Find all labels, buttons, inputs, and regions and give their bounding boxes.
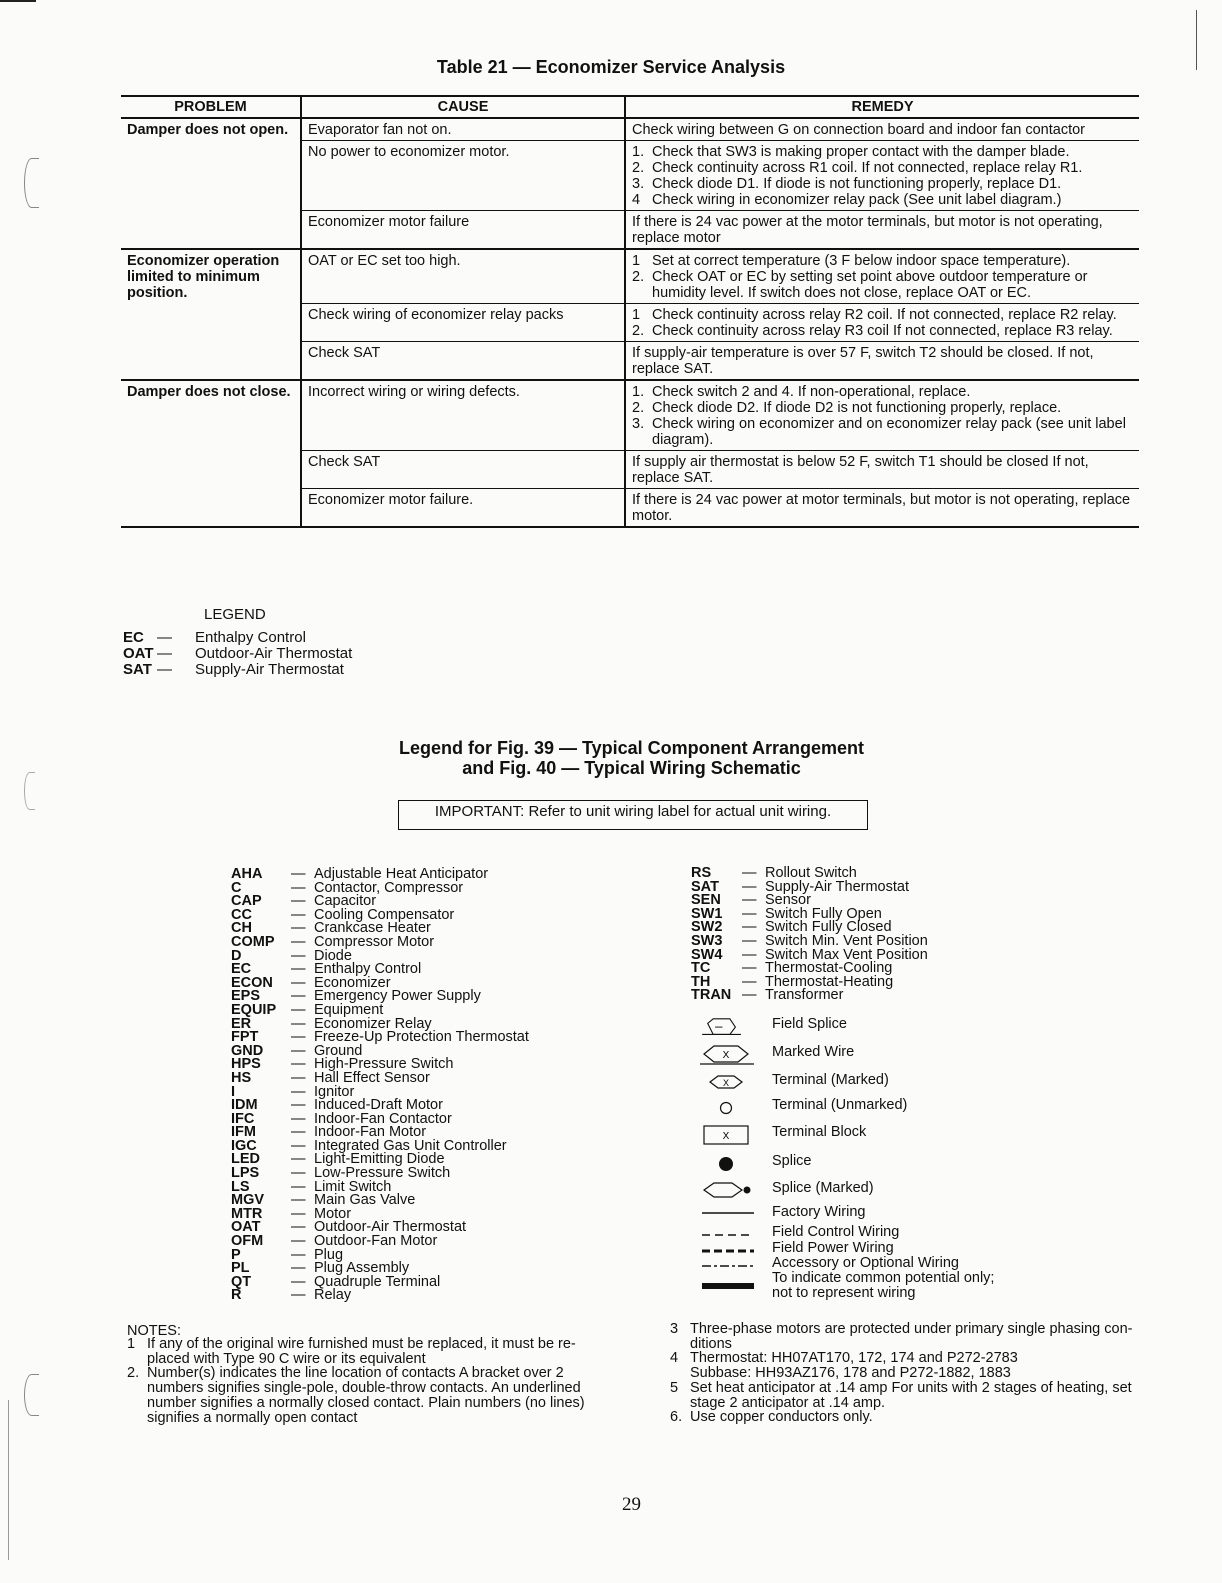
header-cause: CAUSE	[301, 96, 625, 118]
legend-entry: IDM — Induced-Draft Motor	[231, 1097, 443, 1114]
abbreviation-list-left	[231, 868, 529, 1303]
terminal-block-icon	[700, 1124, 756, 1148]
cause-cell: Economizer motor failure.	[301, 489, 625, 528]
table-legend-title: LEGEND	[204, 606, 266, 623]
legend-entry: I — Ignitor	[231, 1083, 355, 1100]
note-item: 1 If any of the original wire furnished must be replaced, it must be re- placed with Type 90 C wire or its equivalent	[127, 1336, 576, 1367]
table-body	[121, 118, 1139, 527]
legend-entry: R — Relay	[231, 1287, 352, 1304]
remedy-cell	[625, 304, 1139, 342]
legend-entry: RS — Rollout Switch	[691, 865, 857, 881]
legend-entry: LED — Light-Emitting Diode	[231, 1151, 445, 1168]
header-problem: PROBLEM	[121, 96, 301, 118]
problem-cell: Damper does not open.	[121, 118, 301, 249]
remedy-step: 2. Check continuity across R1 coil. If not connected, replace relay R1.	[632, 160, 1083, 176]
legend-entry: CH — Crankcase Heater	[231, 920, 431, 937]
remedy-step: 2. Check OAT or EC by setting set point above outdoor temperature or humidity level. If switch does not close, replace OAT or EC.	[632, 269, 1088, 301]
remedy-step: 1 Check continuity across relay R2 coil. If not connected, replace R2 relay.	[632, 307, 1117, 323]
table-row	[121, 380, 1139, 451]
problem-cell: Economizer operation limited to minimum position.	[121, 249, 301, 380]
legend-entry: SW3 — Switch Min. Vent Position	[691, 932, 928, 949]
binder-hole-mark	[24, 158, 39, 208]
legend-entry: D — Diode	[231, 947, 352, 964]
remedy-step: 2. Check diode D2. If diode D2 is not functioning properly, replace.	[632, 400, 1062, 416]
svg-text:X: X	[722, 1050, 730, 1061]
binder-hole-mark	[24, 1374, 39, 1416]
legend-entry: IFM — Indoor-Fan Motor	[231, 1124, 427, 1141]
remedy-cell: If supply air thermostat is below 52 F, switch T1 should be closed If not, replace SAT.	[625, 451, 1139, 489]
important-notice: IMPORTANT: Refer to unit wiring label for actual unit wiring.	[398, 800, 868, 830]
remedy-step: 2. Check continuity across relay R3 coil If not connected, replace R3 relay.	[632, 323, 1113, 339]
legend-entry: LPS — Low-Pressure Switch	[231, 1165, 451, 1182]
legend-entry: LS — Limit Switch	[231, 1178, 392, 1195]
splice-icon	[700, 1153, 756, 1177]
header-rule	[0, 0, 36, 2]
table-row	[121, 249, 1139, 304]
table-header-row	[121, 96, 1139, 118]
svg-text:X: X	[722, 1078, 730, 1088]
legend-entry: SW1 — Switch Fully Open	[691, 905, 882, 922]
cause-cell: Incorrect wiring or wiring defects.	[301, 380, 625, 451]
abbreviation-list-right	[691, 867, 928, 1003]
cause-cell: Check SAT	[301, 451, 625, 489]
remedy-step: 3. Check diode D1. If diode is not functioning properly, replace D1.	[632, 176, 1062, 192]
remedy-cell	[625, 141, 1139, 211]
table-legend-item: EC — Enthalpy Control	[123, 629, 306, 646]
legend-entry: HS — Hall Effect Sensor	[231, 1069, 430, 1086]
cause-cell: Economizer motor failure	[301, 211, 625, 250]
page-number: 29	[622, 1494, 641, 1515]
legend-entry: IFC — Indoor-Fan Contactor	[231, 1110, 452, 1127]
terminal-marked-icon	[700, 1072, 756, 1096]
legend-entry: OAT — Outdoor-Air Thermostat	[231, 1219, 467, 1236]
header-remedy: REMEDY	[625, 96, 1139, 118]
remedy-cell: Check wiring between G on connection board and indoor fan contactor	[625, 118, 1139, 141]
common-potential-line1: To indicate common potential only;	[772, 1270, 995, 1286]
cause-cell: No power to economizer motor.	[301, 141, 625, 211]
remedy-step: 3. Check wiring on economizer and on economizer relay pack (see unit label diagram).	[632, 416, 1126, 448]
scan-edge-mark	[8, 1400, 9, 1560]
field-splice-icon	[700, 1016, 756, 1040]
table-title: Table 21 — Economizer Service Analysis	[436, 57, 786, 77]
note-item: 2. Number(s) indicates the line location of contacts A bracket over 2 numbers signifies single-pole, double-throw contacts. An underlined number signifies a normally closed contact. Plain numbers (no lines) signifies a normally open contact	[127, 1365, 585, 1426]
legend-entry: TRAN — Transformer	[691, 987, 844, 1004]
remedy-step: 4 Check wiring in economizer relay pack (See unit label diagram.)	[632, 192, 1062, 208]
remedy-step: 1 Set at correct temperature (3 F below indoor space temperature).	[632, 253, 1071, 269]
legend-entry: IGC — Integrated Gas Unit Controller	[231, 1137, 507, 1154]
common-potential-icon	[700, 1275, 756, 1299]
legend-entry: SEN — Sensor	[691, 892, 811, 909]
legend-entry: HPS — High-Pressure Switch	[231, 1056, 454, 1073]
legend-entry: CC — Cooling Compensator	[231, 906, 455, 923]
legend-entry: AHA — Adjustable Heat Anticipator	[231, 866, 489, 882]
legend-entry: P — Plug	[231, 1246, 344, 1263]
legend-entry: CAP — Capacitor	[231, 893, 377, 910]
remedy-cell	[625, 380, 1139, 451]
problem-cell: Damper does not close.	[121, 380, 301, 527]
cause-cell: Evaporator fan not on.	[301, 118, 625, 141]
table-legend-item: SAT — Supply-Air Thermostat	[123, 661, 344, 678]
note-item: 6. Use copper conductors only.	[670, 1409, 873, 1425]
legend-entry: QT — Quadruple Terminal	[231, 1273, 441, 1290]
legend-entry: COMP — Compressor Motor	[231, 933, 435, 950]
legend-entry: GND — Ground	[231, 1042, 363, 1059]
common-potential-line2: not to represent wiring	[772, 1285, 916, 1301]
remedy-cell: If there is 24 vac power at the motor terminals, but motor is not operating, replace motor	[625, 211, 1139, 250]
legend-entry: SW4 — Switch Max Vent Position	[691, 946, 928, 963]
legend-entry: ECON — Economizer	[231, 974, 391, 991]
legend-entry: EC — Enthalpy Control	[231, 961, 422, 978]
remedy-cell: If supply-air temperature is over 57 F, switch T2 should be closed. If not, replace SAT.	[625, 342, 1139, 381]
legend-entry: C — Contactor, Compressor	[231, 879, 464, 896]
cause-cell: Check SAT	[301, 342, 625, 381]
legend-entry: SW2 — Switch Fully Closed	[691, 919, 892, 936]
remedy-cell: If there is 24 vac power at motor terminals, but motor is not operating, replace motor.	[625, 489, 1139, 528]
table-legend-item: OAT — Outdoor-Air Thermostat	[123, 645, 353, 662]
legend-entry: ER — Economizer Relay	[231, 1015, 432, 1032]
splice-marked-icon	[700, 1180, 756, 1204]
remedy-step: 1. Check switch 2 and 4. If non-operational, replace.	[632, 384, 971, 400]
table-row	[121, 118, 1139, 141]
cause-cell: Check wiring of economizer relay packs	[301, 304, 625, 342]
legend-entry: MGV — Main Gas Valve	[231, 1192, 416, 1209]
legend-entry: PL — Plug Assembly	[231, 1260, 410, 1277]
legend-entry: TH — Thermostat-Heating	[691, 973, 894, 990]
marked-wire-icon	[700, 1044, 756, 1068]
legend-entry: FPT — Freeze-Up Protection Thermostat	[231, 1029, 529, 1046]
legend-entry: EPS — Emergency Power Supply	[231, 988, 481, 1005]
terminal-unmarked-icon	[700, 1097, 756, 1121]
cause-cell: OAT or EC set too high.	[301, 249, 625, 304]
economizer-service-table	[121, 95, 1139, 528]
remedy-cell	[625, 249, 1139, 304]
note-item: 5 Set heat anticipator at .14 amp For units with 2 stages of heating, set stage 2 anticipator at .14 amp.	[670, 1380, 1132, 1411]
remedy-step: 1. Check that SW3 is making proper contact with the damper blade.	[632, 144, 1070, 160]
note-item: 3 Three-phase motors are protected under primary single phasing con- ditions	[670, 1321, 1133, 1352]
note-item: 4 Thermostat: HH07AT170, 172, 174 and P272-2783 Subbase: HH93AZ176, 178 and P272-1882, 1883	[670, 1350, 1018, 1381]
figure-legend-title	[0, 738, 1222, 778]
svg-text:X: X	[722, 1131, 730, 1142]
legend-entry: SAT — Supply-Air Thermostat	[691, 878, 909, 895]
legend-entry: MTR — Motor	[231, 1205, 352, 1222]
figure-legend-title-line1: Legend for Fig. 39 — Typical Component Arrangement	[398, 738, 865, 758]
legend-entry: OFM — Outdoor-Fan Motor	[231, 1233, 438, 1250]
legend-entry: TC — Thermostat-Cooling	[691, 960, 893, 977]
notes-title: NOTES:	[127, 1323, 181, 1339]
figure-legend-title-line2: and Fig. 40 — Typical Wiring Schematic	[462, 758, 801, 778]
legend-entry: EQUIP — Equipment	[231, 1001, 384, 1018]
